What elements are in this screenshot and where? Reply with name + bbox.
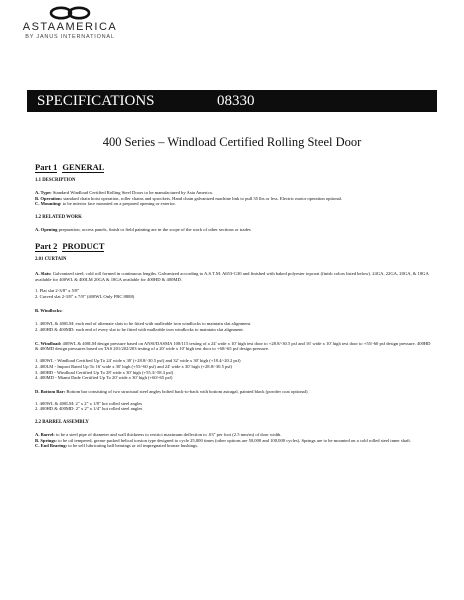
paragraph-windlocks-label: B. Windlocks: xyxy=(35,307,63,313)
list-item: 2. 400HD & 400MD: each end of every slat to be fitted with malleable iron windlocks to maintain slat alignment. xyxy=(35,327,244,333)
part-number: Part 2 xyxy=(35,240,58,251)
paragraph-springs: B. Springs: to be oil tempered, grease packed helical torsion type designed to cycle 25,000 times (other options are 50,000 and 100,000 cycles). Springs are to be mounted on a cold rolled steel inner shaft. xyxy=(35,437,411,443)
section-number: 08330 xyxy=(217,93,255,109)
paragraph-windload: C. Windload: 400WL & 400LM design pressure based on ANSI/DASMA 108/115 testing of a 24' wide x 10' high test door to +28.8/-30.5 psf and 16' wide x 10' high test door to +55/-60 psf design pressure. 400HD & 400MD design pressures based on TAS 201/202/203 testing of a 20' wide x 10' high test door to +60/-65 psf design pressure. xyxy=(35,340,431,352)
paragraph-slats: A. Slats: Galvanized steel; cold roll formed in continuous lengths. Galvanized according to A.S.T.M. A653-G30 and finished with baked polyester topcoat (finish colors listed below). 24GA, 22GA, 20GA, & 18GA available for 400WL & 400LM 20GA & 18GA available for 400HD & 400MD. xyxy=(35,270,429,282)
list-item: 3. 400HD - Windload Certified Up To 28' wide x 30' high (+55.3/-58.3 psf) xyxy=(35,369,174,375)
list-item: 2. Curved slat 2-3/8" x 7/8" (400WL Only FBC 8888) xyxy=(35,293,135,299)
brand-name: ASTAAMERICA xyxy=(22,21,118,33)
list-item: 2. 400HD & 400MD: 2" x 2" x 1/4" hot rolled steel angles xyxy=(35,406,143,412)
banner-label: SPECIFICATIONS xyxy=(37,93,155,109)
spec-content xyxy=(35,162,435,449)
part-heading-2 xyxy=(35,241,435,251)
list-item: 1. 400WL & 400LM: each end of alternate slats to be fitted with malleable iron windlocks to maintain slat alignment. xyxy=(35,321,252,327)
paragraph-opening: A. Opening preparation, access panels, finish or field painting are in the scope of the work of other sections or trades xyxy=(35,227,251,233)
section-heading-2-01: 2.01 CURTAIN xyxy=(35,256,67,262)
list-item: 2. 400LM - Impact Rated Up To 16' wide x 30' high (+55/-60 psf) and 24' wide x 30' high (+28.8/-30.5 psf) xyxy=(35,363,233,369)
part-name: PRODUCT xyxy=(62,240,105,251)
paragraph-end-bearing: C. End Bearing: to be self lubricating ball bearings or oil impregnated bronze bushings. xyxy=(35,443,199,449)
paragraph-barrel: A. Barrel: to be a steel pipe of diameter and wall thickness to restrict maximum deflection to .03" per foot (2.5 mm/m) of door width. xyxy=(35,432,282,438)
brand-tagline: BY JANUS INTERNATIONAL xyxy=(25,34,115,40)
part-name: GENERAL xyxy=(62,162,105,172)
part-heading-1 xyxy=(35,162,435,172)
list-item: 1. 400WL - Windload Certified Up To 24' wide x 30' (+28.8/-30.5 psf) and 32' wide x 30' high (+18.4/-20.2 psf) xyxy=(35,358,241,364)
list-item: 4. 400MD - Miami Dade Certified Up To 20' wide x 30' high (+60/-65 psf) xyxy=(35,375,173,381)
section-heading-1-1: 1.1 DESCRIPTION xyxy=(35,178,76,183)
paragraph-bottom-bar: D. Bottom Bar: Bottom bar consisting of two structural steel angles bolted back-to-back with bottom astragal, painted black (powder coat optional) xyxy=(35,388,308,394)
document-title: 400 Series – Windload Certified Rolling Steel Door xyxy=(102,135,362,149)
paragraph-operation: B. Operation: standard chain hoist operation, roller chains and sprockets. Hand chain galvanized machine link to pull 35 lbs or less. Electric motor operation optional. xyxy=(35,195,343,201)
list-item: 1. Flat slat 2-3/8" x 5/8" xyxy=(35,288,80,294)
part-number: Part 1 xyxy=(35,162,58,172)
paragraph-mounting: C. Mounting: to be interior face mounted on a prepared opening or exterior. xyxy=(35,201,176,207)
infinity-loop-icon xyxy=(47,6,93,20)
section-heading-2-2: 2.2 BARREL ASSEMBLY xyxy=(35,420,89,426)
brand-logo xyxy=(0,6,140,40)
list-item: 1. 400WL & 400LM: 2" x 2" x 1/8" hot rolled steel angles xyxy=(35,400,143,406)
section-heading-1-2: 1.2 RELATED WORK xyxy=(35,215,82,221)
specifications-banner xyxy=(27,90,437,112)
paragraph-type: A. Type: Standard Windload Certified Rolling Steel Doors to be manufactured by Asta America. xyxy=(35,190,213,195)
